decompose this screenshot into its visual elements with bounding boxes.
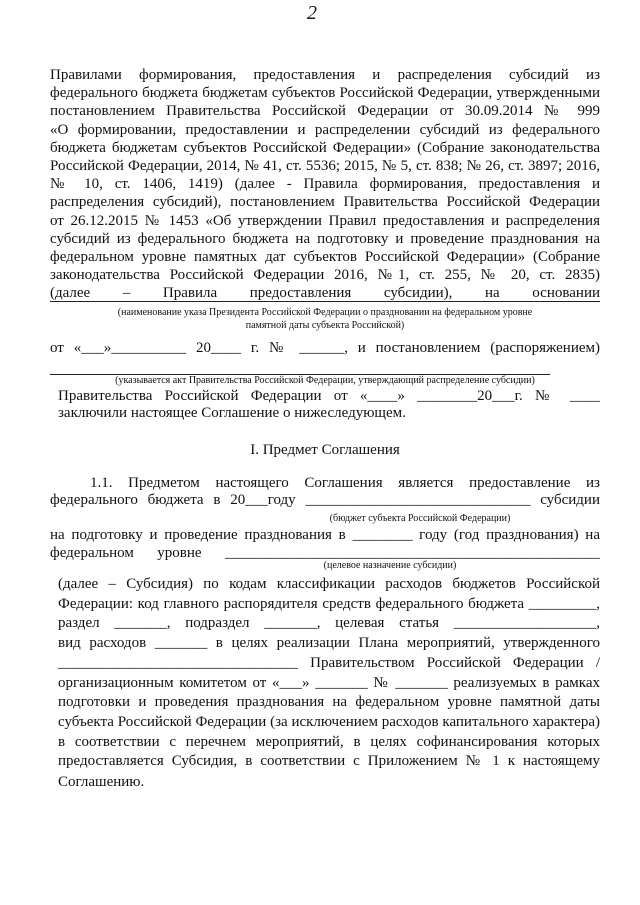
body-line: предоставляется Субсидия, в соответствии с Приложением № 1 к настоящему: [58, 753, 600, 770]
body-line: (далее – Субсидия) по кодам классификации расходов бюджетов Российской: [58, 576, 600, 592]
intro-line: Российской Федерации, 2014, № 41, ст. 5536; 2015, № 5, ст. 838; № 26, ст. 3897; 2016,: [50, 158, 600, 174]
decree-blank-line: [50, 301, 600, 302]
last-line: Соглашению.: [58, 774, 145, 790]
caption-decree: (наименование указа Президента Российской Федерации о праздновании на федеральном уровне: [117, 307, 533, 318]
line-government: Правительства Российской Федерации от «____» ________20___г. № ____: [58, 388, 600, 404]
intro-line: субсидий из федерального бюджета на подготовку и проведение празднования на: [50, 230, 600, 247]
line-from-date: от «___»__________ 20____ г. № ______, и постановлением (распоряжением): [50, 340, 600, 356]
section-title: I. Предмет Соглашения: [250, 442, 400, 458]
page-number: 2: [307, 2, 317, 24]
caption-act: (указывается акт Правительства Российской Федерации, утверждающий распределение субсидии): [115, 375, 535, 386]
intro-line: федеральном уровне памятных дат субъектов Российской Федерации» (Собрание: [50, 249, 600, 265]
p1-line-2: федерального бюджета в 20___году ______________________________ субсидии: [50, 492, 600, 508]
intro-line: № 10, ст. 1406, 1419) (далее - Правила формирования, предоставления и: [50, 176, 600, 193]
intro-line: федерального бюджета бюджетам субъектов Российской Федерации, утвержденными: [50, 85, 600, 102]
caption-purpose: (целевое назначение субсидии): [323, 560, 457, 571]
intro-line: законодательства Российской Федерации 2016, №1, ст. 255, № 20, ст. 2835): [50, 267, 600, 284]
intro-line: (далее – Правила предоставления субсидии), на основании: [50, 285, 600, 302]
p1-line-3: на подготовку и проведение празднования в ________ году (год празднования) на: [50, 527, 600, 543]
body-line: вид расходов _______ в целях реализации Плана мероприятий, утвержденного: [58, 635, 600, 652]
p1-line-1: 1.1. Предметом настоящего Соглашения является предоставление из: [90, 475, 600, 491]
caption-budget: (бюджет субъекта Российской Федерации): [329, 513, 511, 524]
intro-line: Правилами формирования, предоставления и распределения субсидий из: [50, 67, 600, 83]
body-line: субъекта Российской Федерации (за исключением расходов капитального характера): [58, 713, 600, 730]
line-concluded: заключили настоящее Соглашение о нижеследующем.: [58, 405, 406, 421]
body-line: подготовки и проведения празднования на федеральном уровне памятной даты: [58, 694, 600, 711]
intro-line: распределения субсидий), постановлением Правительства Российской Федерации: [50, 194, 600, 211]
intro-line: постановлением Правительства Российской Федерации от 30.09.2014 № 999: [50, 103, 600, 120]
intro-line: «О формировании, предоставлении и распределении субсидий из федерального: [50, 121, 600, 138]
p1-line-4: федеральном уровне __________________________________________________: [50, 545, 600, 561]
caption-decree-continued: памятной даты субъекта Российской): [245, 320, 405, 331]
body-line: раздел _______, подраздел _______, целевая статья ___________________,: [58, 615, 600, 632]
body-line: организационным комитетом от «___» _______ № _______ реализуемых в рамках: [58, 674, 600, 691]
body-line: ________________________________ Правительством Российской Федерации /: [58, 654, 600, 671]
body-line: Федерации: код главного распорядителя средств федерального бюджета _________,: [58, 595, 600, 612]
intro-line: бюджета бюджетам субъектов Российской Федерации» (Собрание законодательства: [50, 139, 600, 156]
body-line: в соответствии с перечнем мероприятий, в целях софинансирования которых: [58, 733, 600, 750]
intro-line: от 26.12.2015 № 1453 «Об утверждении Правил предоставления и распределения: [50, 212, 600, 229]
